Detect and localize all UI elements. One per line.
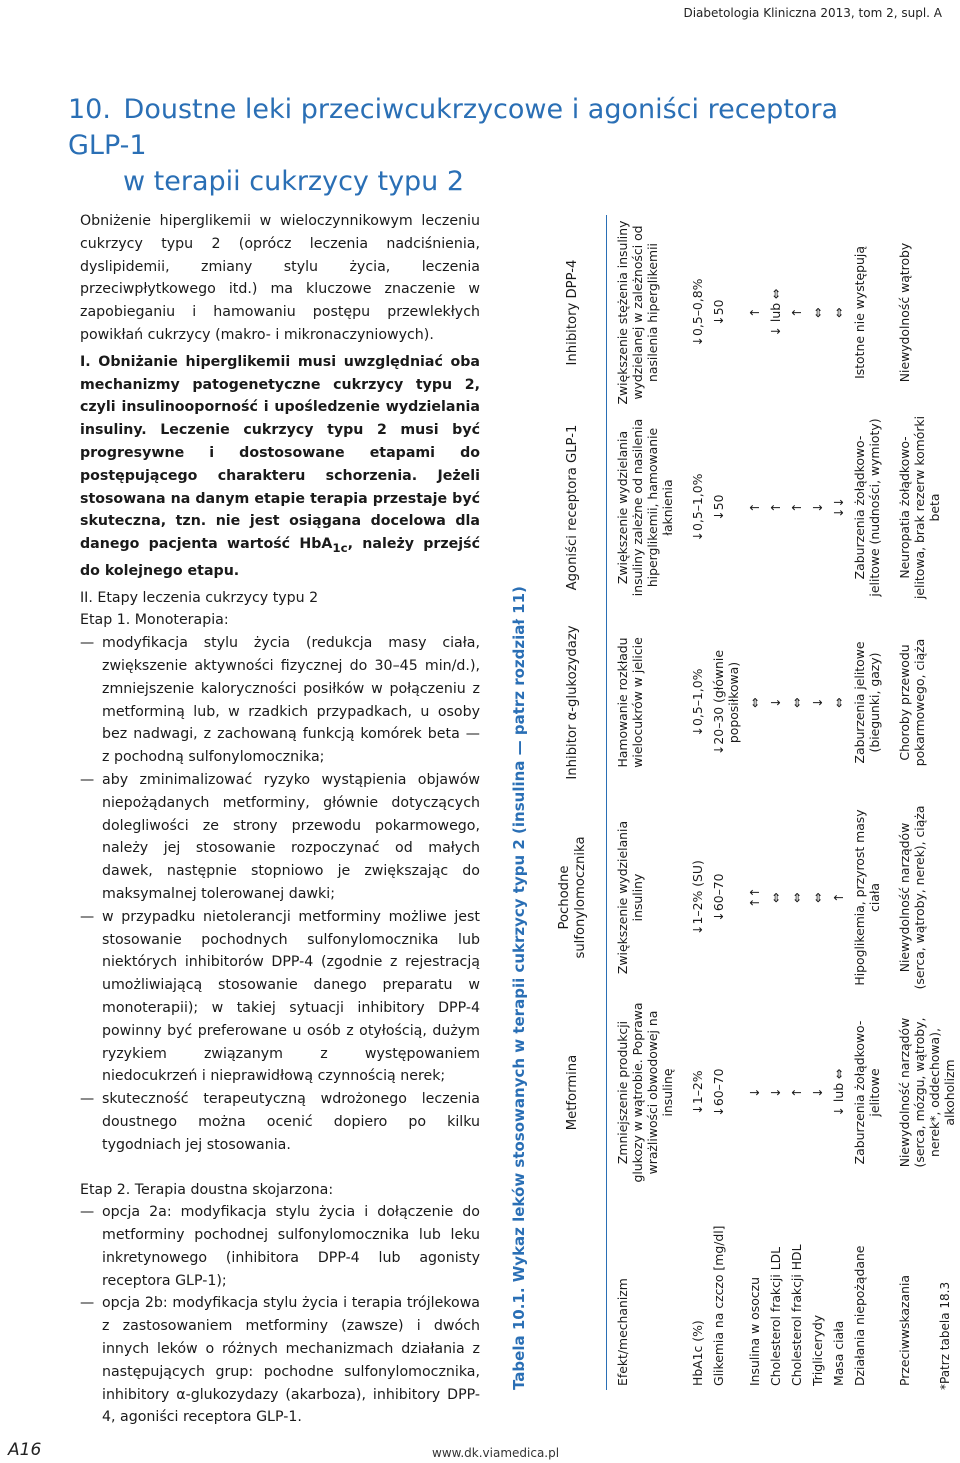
table-cell: Hipoglikemia, przyrost masy ciała (851, 809, 882, 986)
table-row (744, 215, 765, 1390)
hba1c-subscript: 1c (332, 540, 348, 555)
table-row (885, 215, 960, 1390)
table-cell: ↓ (809, 697, 825, 708)
chapter-number: 10. (68, 94, 111, 125)
table-cell: ↓50 (710, 494, 726, 521)
table-row (849, 215, 885, 1390)
title-line-1: Doustne leki przeciwcukrzycowe i agoniści receptora GLP-1 (68, 94, 839, 161)
row-label: Insulina w osoczu (746, 1277, 762, 1386)
table-cell: ⇔ (767, 892, 783, 903)
table-cell: Zwiększenie wydzielania insuliny zależne od nasilenia hiperglikemii, hamowanie łaknienia (614, 418, 675, 597)
table-cell: ↓ lub ⇔ (830, 1068, 846, 1117)
table-cell: Hamowanie rozkładu wielocukrów w jelicie (614, 637, 645, 768)
etap-2-heading: Etap 2. Terapia doustna skojarzona: (80, 1181, 334, 1198)
table-cell: Choroby przewodu pokarmowego, ciąża (896, 638, 927, 767)
table-cell: ↓↓ (830, 497, 846, 518)
intro-paragraph: Obniżenie hiperglikemii w wieloczynnikowym leczeniu cukrzycy typu 2 (oprócz leczenia nadciśnienia, dyslipidemii, zmiany stylu życia, leczenia przeciwpłytkowego itd.) ma kluczowe znaczenie w zapobieganiu i hamowaniu postępu przewlekłych powikłań cukrzycy (makro- i mikronaczyniowych). (80, 213, 480, 343)
table-header-cell: Inhibitory DPP-4 (540, 215, 606, 410)
title-line-2: w terapii cukrzycy typu 2 (123, 166, 465, 197)
row-label: Efekt/mechanizm (614, 1278, 630, 1386)
row-label: Glikemia na czczo [mg/dl] (710, 1225, 726, 1386)
table-cell: ↑ (830, 892, 846, 903)
table-cell: ↓1–2% (SU) (689, 860, 705, 935)
etap-1-item: — modyfikacja stylu życia (redukcja masy ciała, zwiększenie aktywności fizycznej do 30–45 min/d.), zmniejszenie kaloryczności posiłków w połączeniu z metforminą lub, w rzadkich przypadkach, u osoby bez nadwagi, z zachowaną funkcją komórek beta — z pochodną sulfonylomocznika; (80, 632, 480, 769)
table-header-cell: Inhibitor α-glukozydazy (540, 605, 606, 800)
row-label: Masa ciała (830, 1320, 846, 1386)
table-cell: ⇔ (809, 307, 825, 318)
drug-table (540, 215, 960, 1390)
table-cell: Zmniejszenie produkcji glukozy w wątrobie. Poprawa wrażliwości obwodowej na insulinę (614, 1002, 675, 1183)
table-cell: Zwiększenie stężenia insuliny wydzielanej w zależności od nasilenia hiperglikemii (614, 220, 660, 405)
table-row (828, 215, 849, 1390)
etap-1-item: — skuteczność terapeutyczną wdrożonego leczenia doustnego można ocenić dopiero po kilku tygodniach jej stosowania. (80, 1088, 480, 1156)
table-footnote: *Patrz tabela 18.3 (938, 1281, 952, 1390)
page-title (68, 92, 848, 200)
section-1-tail: , należy przejść do kolejnego etapu. (80, 536, 481, 579)
table-cell: ⇔ (788, 892, 804, 903)
table-cell: Niewydolność narządów (serca, mózgu, wątroby, nerek*, oddechowa), alkoholizm (896, 1017, 957, 1168)
table-cell: ↓60–70 (710, 1068, 726, 1117)
table-cell: Neuropatia żołądkowo-jelitowa, brak rezerw komórki beta (896, 415, 942, 600)
table-cell: ↓50 (710, 299, 726, 326)
journal-name: Diabetologia Kliniczna 2013, tom 2, supl. A (683, 6, 942, 20)
table-cell: ↓ (809, 1087, 825, 1098)
table-row (765, 215, 786, 1390)
table-cell: ⇔ (809, 892, 825, 903)
header-bar (0, 0, 960, 28)
table-cell: ↑ (788, 307, 804, 318)
table-cell: Niewydolność wątroby (896, 242, 912, 383)
table-cell: Niewydolność narządów (serca, wątroby, nerek), ciąża (896, 805, 927, 990)
table-cell: ⇔ (830, 697, 846, 708)
table-caption: Tabela 10.1. Wykaz leków stosowanych w terapii cukrzycy typu 2 (insulina — patrz rozdział 11) (510, 586, 528, 1390)
row-label: Przeciwwskazania (896, 1275, 912, 1386)
table-row (678, 215, 708, 1390)
section-1-text: I. Obniżanie hiperglikemii musi uwzględniać oba mechanizmy patogenetyczne cukrzycy typu 2, czyli insulinooporność i upośledzenie wydzielania insuliny. Leczenie cukrzycy typu 2 musi być progresywne i dostosowane etapami do postępującego charakteru schorzenia. Jeżeli stosowana na danym etapie terapia przestaje być skuteczna, tzn. nie jest osiągana docelowa dla danego pacjenta wartość HbA (80, 353, 480, 553)
table-header-cell: Pochodne sulfonylomocznika (540, 800, 606, 995)
table-cell: ↓ (767, 697, 783, 708)
etap-1-item: — w przypadku nietolerancji metforminy możliwe jest stosowanie pochodnych sulfonylomocznika lub niektórych inhibitorów DPP-4 (zgodnie z rejestracją umożliwiającą stosowanie danego preparatu w monoterapii); w takiej sytuacji inhibitory DPP-4 powinny być preferowane u osób z otyłością, dużym ryzykiem związanym z występowaniem niedocukrzeń i nieprawidłową czynnością nerek; (80, 906, 480, 1088)
row-label: Cholesterol frakcji LDL (767, 1246, 783, 1386)
etap-1-item: — aby zminimalizować ryzyko wystąpienia objawów niepożądanych metforminy, głównie dotyczących dolegliwości ze strony przewodu pokarmowego, należy jej stosowanie rozpoczynać od małych dawek, następnie stopniowo je zwiększając do maksymalnej tolerowanej dawki; (80, 769, 480, 906)
table-cell: ↓ (809, 502, 825, 513)
table-cell: Istotne nie występują (851, 246, 867, 379)
table-row (606, 215, 678, 1390)
table-cell: ↓0,5–1,0% (689, 668, 705, 737)
table-row (708, 215, 744, 1390)
table-cell: ⇔ (830, 307, 846, 318)
table-cell: ↑↑ (746, 887, 762, 908)
table-cell: ↑ (788, 1087, 804, 1098)
row-label: Cholesterol frakcji HDL (788, 1244, 804, 1386)
table-cell: Zaburzenia jelitowe (biegunki, gazy) (851, 641, 882, 764)
table-cell: ↓ (746, 1087, 762, 1098)
table-cell: ↑ (746, 502, 762, 513)
row-label: Triglicerydy (809, 1314, 825, 1386)
table-header-row (540, 215, 606, 1390)
table-cell: Zwiększenie wydzielania insuliny (614, 820, 645, 975)
table-row (786, 215, 807, 1390)
footer-url: www.dk.viamedica.pl (432, 1446, 560, 1460)
table-header-cell: Metformina (540, 995, 606, 1190)
spacer (80, 1157, 480, 1179)
table-cell: ↓1–2% (689, 1070, 705, 1115)
etap-1-heading: Etap 1. Monoterapia: (80, 612, 229, 629)
table-cell: ↑ (746, 307, 762, 318)
etap-2-item: — opcja 2a: modyfikacja stylu życia i dołączenie do metforminy pochodnej sulfonylomocznika lub leku inkretynowego (inhibitora DPP-4 lub agonisty receptora GLP-1); (80, 1201, 480, 1292)
table-rotated (500, 210, 960, 1430)
table-cell: ↓ lub ⇔ (767, 288, 783, 337)
section-2-heading: II. Etapy leczenia cukrzycy typu 2 (80, 589, 319, 606)
table-cell: ↓0,5–0,8% (689, 278, 705, 347)
row-label: Działania niepożądane (851, 1245, 867, 1386)
table-cell: ⇔ (746, 697, 762, 708)
rotated-table-region (500, 210, 960, 1430)
section-1 (80, 351, 480, 583)
row-label: HbA1c (%) (689, 1320, 705, 1386)
etap-2-item: — opcja 2b: modyfikacja stylu życia i terapia trójlekowa z zastosowaniem metforminy (zawsze) i dwóch innych leków o różnych mechanizmach działania z następujących grup: pochodne sulfonylomocznika, inhibitory α-glukozydazy (akarboza), inhibitory DPP-4, agoniści receptora GLP-1. (80, 1292, 480, 1429)
page-number: A16 (8, 1440, 42, 1460)
table-header-cell (540, 1190, 606, 1390)
table-cell: ↓0,5–1,0% (689, 473, 705, 542)
table-row (807, 215, 828, 1390)
table-cell: ↑ (767, 502, 783, 513)
table-cell: Zaburzenia żołądkowo-jelitowe (851, 1020, 882, 1165)
table-cell: ↑ (788, 502, 804, 513)
table-cell: ↓20–30 (głównie poposiłkowa) (710, 650, 741, 755)
table-cell: ↓60–70 (710, 873, 726, 922)
table-cell: ↓ (767, 1087, 783, 1098)
table-cell: Zaburzenia żołądkowo-jelitowe (nudności, wymioty) (851, 418, 882, 597)
table-header-cell: Agoniści receptora GLP-1 (540, 410, 606, 605)
table-cell: ⇔ (788, 697, 804, 708)
body-text-column (80, 210, 480, 1429)
